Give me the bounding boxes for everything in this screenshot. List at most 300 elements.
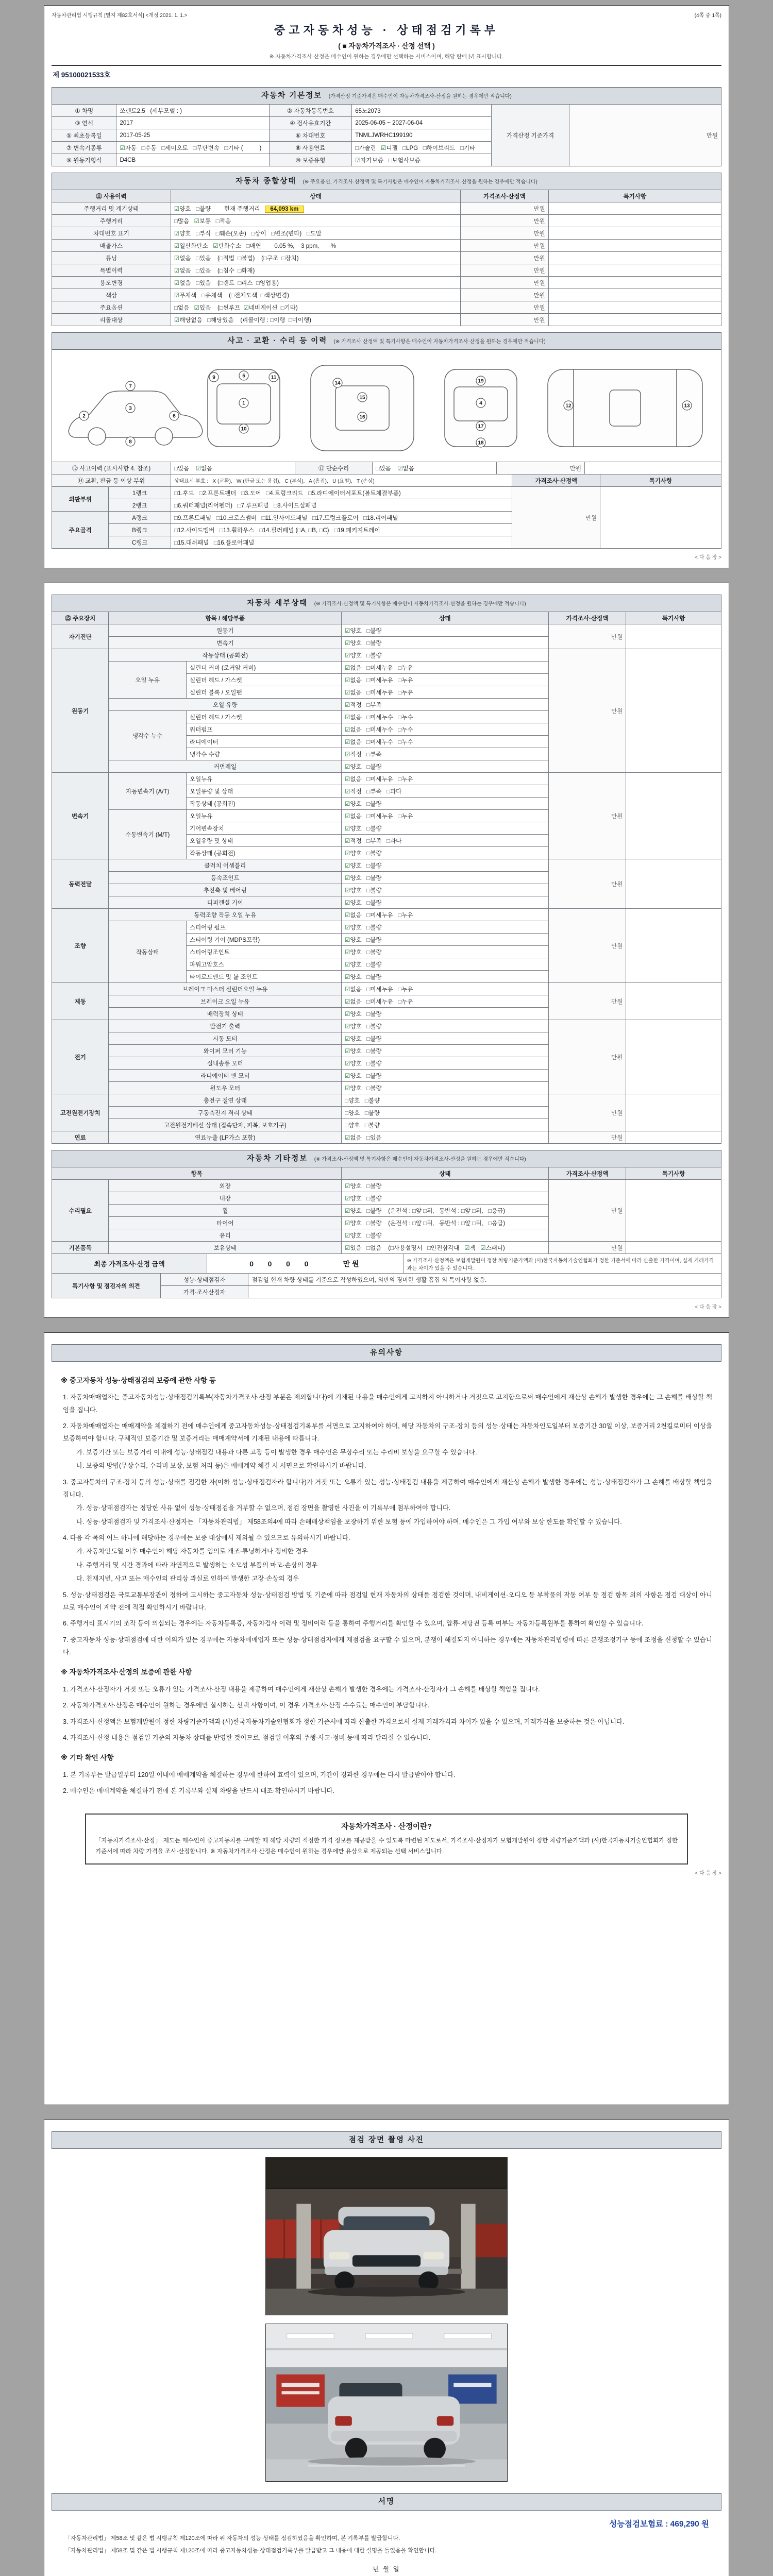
- form-cell: 수리필요: [52, 1180, 109, 1242]
- form-cell: 실린더 헤드 / 가스켓: [187, 674, 342, 686]
- checkbox-group[interactable]: ☑양호 □불량: [342, 1032, 549, 1045]
- form-cell: [548, 264, 721, 277]
- checkbox-empty: □: [219, 280, 223, 286]
- form-cell: [626, 624, 721, 649]
- notice-item: 1. 가격조사·산정자가 거짓 또는 오류가 있는 가격조사·산정 내용을 제공하여 매수인에게 재산상 손해가 발생한 경우에는 가격조사·산정자가 그 손해를 배상할 책임을 집니다.: [63, 1685, 540, 1693]
- checkbox-empty: □: [366, 900, 371, 906]
- checkbox-group[interactable]: □양호 □불량: [342, 1107, 549, 1119]
- checkbox-group[interactable]: □6.쿼터패널(리어펜더) □7.루프패널 □8.사이드실패널: [171, 499, 512, 512]
- appraiser-opinion: [248, 1286, 721, 1298]
- checkbox-group[interactable]: ☑없음 □미세누유 □누유: [342, 686, 549, 699]
- form-cell: 타이로드엔드 및 볼 조인트: [187, 971, 342, 983]
- checkbox-group[interactable]: □15.대쉬패널 □16.플로어패널: [171, 536, 512, 549]
- checkbox-empty: □: [241, 490, 245, 497]
- form-cell: 실린더 블록 / 오일팬: [187, 686, 342, 699]
- price-survey-info-box: [85, 1814, 688, 1864]
- checkbox-checked: ☑: [345, 1048, 350, 1055]
- checkbox-empty: □: [366, 1134, 371, 1141]
- checkbox-checked: ☑: [345, 1023, 350, 1030]
- checkbox-group[interactable]: ☑없음 □미세누유 □누유: [342, 810, 549, 822]
- form-cell: 수동변속기 (M/T): [109, 810, 187, 859]
- checkbox-empty: □: [366, 689, 371, 696]
- notice-heading: ※ 자동차가격조사·산정의 보증에 관한 사항: [61, 1668, 192, 1676]
- form-cell: 디퍼렌셜 기어: [109, 896, 342, 909]
- form-cell: 실린더 커버 (로커암 커버): [187, 662, 342, 674]
- checkbox-empty: □: [364, 1097, 368, 1104]
- column-header: 특기사항: [626, 612, 721, 624]
- checkbox-empty: □: [398, 665, 402, 671]
- checkbox-group[interactable]: ☑자동 □수동 □세미오토 □무단변속 □기타 ( ): [116, 142, 269, 154]
- notice-item: 2. 자동차가격조사·산정은 매수인이 원하는 경우에만 실시하는 선택 사항이며, 이 경우 가격조사·산정 수수료는 매수인이 부담합니다.: [63, 1702, 429, 1709]
- checkbox-checked: ☑: [345, 1134, 350, 1141]
- price-survey-info-body: 「자동차가격조사·산정」 제도는 매수인이 중고자동차를 구매할 때 해당 차량의 적정한 가격 정보를 제공받을 수 있도록 마련된 제도로서, 가격조사·산정자가 보험개발원이 정한 차량기준가액과 (사)한국자동차기술인협회가 정한 기준서에 따라 차량 가격을 조사·산정합니다. ※ 자동차가격조사·산정은 매수인이 원하는 경우에만 유상으로 제공되는 선택 서비스입니다.: [95, 1838, 678, 1855]
- section-accident-bar: [52, 332, 721, 350]
- checkbox-checked: ☑: [345, 813, 350, 820]
- checkbox-checked: ☑: [174, 255, 180, 262]
- detail-table: [52, 612, 721, 1144]
- checkbox-empty: □: [366, 924, 371, 931]
- section-note: (※ 주요옵션, 가격조사·산정액 및 특기사항은 매수인이 자동차가격조사·산정을 원하는 경우에만 적습니다): [303, 179, 537, 185]
- form-cell: ② 자동차등록번호: [269, 105, 352, 117]
- form-cell: ※ 가격조사·산정액은 보험개발원이 정한 차량기준가액과 (사)한국자동차기술인협회가 정한 기준서에 따라 산출한 가격이며, 실제 거래가격과는 차이가 있을 수 있습니다.: [404, 1254, 721, 1274]
- form-cell: 실내송풍 모터: [109, 1057, 342, 1070]
- form-cell: 주요옵션: [52, 301, 171, 314]
- checkbox-group[interactable]: ☑양호 □불량: [342, 649, 549, 662]
- checkbox-empty: □: [219, 267, 223, 274]
- checkbox-group[interactable]: ☑있음 □없음 (□사용설명서 □안전삼각대 ☑잭 ☑스패너): [342, 1242, 549, 1254]
- checkbox-group[interactable]: ☑없음 □미세누수 □누수: [342, 723, 549, 736]
- checkbox-group[interactable]: ☑양호 □불량: [342, 884, 549, 896]
- form-cell: 휠: [109, 1205, 342, 1217]
- checkbox-group[interactable]: ☑없음 □미세누유 □누유: [342, 773, 549, 785]
- form-cell: 특별이력: [52, 264, 171, 277]
- checkbox-group[interactable]: ☑적정 □부족: [342, 748, 549, 760]
- checkbox-empty: □: [308, 527, 312, 534]
- form-cell: 고전원전기배선 상태 (접속단자, 피복, 보호기구): [109, 1119, 342, 1131]
- final-price-value: 0 0 0 0 만원: [207, 1254, 404, 1274]
- next-page-marker: < 다 음 장 >: [695, 1870, 721, 1876]
- checkbox-checked: ☑: [174, 243, 180, 249]
- checkbox-group[interactable]: ☑양호 □불량: [342, 958, 549, 971]
- checkbox-group[interactable]: ☑없음 □있음 (□렌트 □리스 □영업용): [171, 277, 460, 289]
- overall-table: [52, 190, 721, 326]
- diagram-part-number: [239, 371, 248, 380]
- checkbox-empty: □: [238, 255, 242, 262]
- checkbox-group[interactable]: ☑양호 □부식 □훼손(오손) □상이 □변조(변타) □도말: [171, 227, 460, 240]
- checkbox-group[interactable]: ☑없음 □미세누유 □누유: [342, 662, 549, 674]
- checkbox-group[interactable]: ☑양호 □불량: [342, 1180, 549, 1192]
- form-cell: 만원: [497, 462, 585, 474]
- svg-text:3: 3: [129, 405, 132, 412]
- checkbox-empty: □: [251, 230, 255, 237]
- checkbox-group[interactable]: □양호 □불량: [342, 1119, 549, 1131]
- checkbox-checked: ☑: [213, 243, 219, 249]
- checkbox-empty: □: [345, 1122, 349, 1129]
- checkbox-empty: □: [261, 515, 265, 521]
- checkbox-group[interactable]: ☑양호 □불량: [342, 847, 549, 859]
- accident-table: [52, 474, 721, 549]
- checkbox-empty: □: [366, 1183, 371, 1190]
- svg-text:10: 10: [241, 426, 247, 432]
- form-cell: 기어변속장치: [187, 822, 342, 835]
- form-cell: 리콜대상: [52, 314, 171, 326]
- notice-item: 3. 가격조사·산정액은 보험개발원이 정한 차량기준가액과 (사)한국자동차기술인협회가 정한 기준서에 따라 산출한 가격으로서 실제 거래가격과 차이가 있을 수 있으며, 거래가격을 보증하는 것은 아닙니다.: [63, 1718, 625, 1725]
- checkbox-empty: □: [199, 490, 203, 497]
- form-page-4: [44, 2120, 729, 2576]
- form-cell: 시동 모터: [109, 1032, 342, 1045]
- section-detail-bar: [52, 595, 721, 612]
- checkbox-group[interactable]: ☑적정 □부족: [342, 699, 549, 711]
- diagram-part-number: [476, 421, 485, 431]
- section-notices-bar: [52, 1344, 721, 1362]
- checkbox-group[interactable]: ☑양호 □불량: [342, 934, 549, 946]
- checkbox-empty: □: [215, 218, 220, 225]
- form-cell: 오일누유: [187, 810, 342, 822]
- checkbox-checked: ☑: [345, 937, 350, 943]
- form-cell: ③ 연식: [52, 117, 116, 129]
- page-marker: (4쪽 중 1쪽): [694, 13, 721, 19]
- statutory-line: 「자동차관리법」 제58조 및 같은 법 시행규칙 제120조에 따라 중고자동차성능·상태점검기록부를 발급받고 그 내용에 대한 설명을 들었음을 확인합니다.: [65, 2548, 437, 2554]
- checkbox-empty: □: [366, 1073, 371, 1079]
- column-header: 특기사항: [548, 190, 721, 202]
- form-cell: 만원: [548, 1020, 626, 1094]
- form-cell: 파워고압호스: [187, 958, 342, 971]
- checkbox-empty: □: [398, 986, 402, 993]
- form-reference-row: [52, 11, 721, 19]
- form-cell: [626, 649, 721, 773]
- checkbox-group[interactable]: □없음 ☑있음 (□썬루프 ☑네비게이션 □기타): [171, 301, 460, 314]
- form-cell: [626, 909, 721, 983]
- opinion-table: [52, 1273, 721, 1298]
- form-cell: 변속기: [109, 637, 342, 649]
- checkbox-empty: □: [237, 502, 241, 509]
- registration-number: 65노2073: [352, 105, 492, 117]
- diagram-part-number: [126, 403, 135, 413]
- checkbox-empty: □: [366, 875, 371, 882]
- checkbox-checked: ☑: [345, 1085, 350, 1092]
- checkbox-group[interactable]: ☑적정 □부족 □과다: [342, 835, 549, 847]
- checkbox-group[interactable]: ☑양호 □불량: [342, 1057, 549, 1070]
- checkbox-group[interactable]: ☑양호 □불량: [342, 1082, 549, 1094]
- checkbox-checked: ☑: [345, 628, 350, 634]
- section-note: (※ 가격조사·산정액 및 특기사항은 매수인이 자동차가격조사·산정을 원하는 경우에만 적습니다): [314, 1157, 526, 1162]
- mileage-state[interactable]: ☑양호 □불량 현재 주행거리 64,093 km: [171, 202, 460, 215]
- notice-item: 3. 중고자동차의 구조·장치 등의 성능·상태를 점검한 자(이하 성능·상태점검자라 합니다)가 거짓 또는 오류가 있는 성능·상태점검 내용을 제공하여 매수인에게 재산상 손해가 발생한 경우에는 성능·상태점검자가 그 손해를 배상할 책임을 집니다.: [63, 1478, 712, 1498]
- checkbox-checked: ☑: [345, 986, 350, 993]
- checkbox-empty: □: [366, 1011, 371, 1018]
- checkbox-group[interactable]: ☑양호 □불량: [342, 637, 549, 649]
- checkbox-group[interactable]: □1.후드 □2.프론트펜더 □3.도어 □4.트렁크리드 □5.라디에이터서포트(볼트체결부품): [171, 487, 512, 499]
- emission-values[interactable]: ☑일산화탄소 ☑탄화수소 □매연 0.05 %, 3 ppm, %: [171, 240, 460, 252]
- form-cell: 브레이크 마스터 실린더오일 누유: [109, 983, 342, 995]
- diagram-part-number: [564, 401, 573, 410]
- inspection-photo-front-lift: [265, 2157, 508, 2315]
- checkbox-group[interactable]: ☑자가보증 □보험사보증: [352, 154, 492, 166]
- diagram-part-number: [476, 438, 485, 447]
- section-note: (※ 가격조사·산정액 및 특기사항은 매수인이 자동차가격조사·산정을 원하는 경우에만 적습니다): [314, 601, 526, 607]
- checkbox-checked: ☑: [345, 1220, 350, 1227]
- checkbox-group[interactable]: ☑양호 □불량: [342, 822, 549, 835]
- final-price-label: 최종 가격조사·산정 금액: [52, 1254, 207, 1274]
- section-title: 서명: [378, 2498, 395, 2506]
- checkbox-empty: □: [366, 949, 371, 956]
- checkbox-checked: ☑: [345, 900, 350, 906]
- svg-text:1: 1: [242, 400, 245, 406]
- checkbox-empty: □: [366, 937, 371, 943]
- signature-date[interactable]: 년 월 일: [373, 2565, 400, 2573]
- svg-text:8: 8: [129, 439, 132, 445]
- checkbox-checked: ☑: [345, 665, 350, 671]
- notice-item: 나. 보증의 방법(무상수리, 수리비 보상, 보험 처리 등)은 매매계약 체결 시 서면으로 확인하시기 바랍니다.: [76, 1462, 366, 1470]
- checkbox-group[interactable]: ☑무채색 □유채색 (□전체도색 □색상변경): [171, 289, 460, 301]
- checkbox-empty: □: [398, 776, 402, 783]
- checkbox-group[interactable]: ☑양호 □불량 (운전석 : □앞 □뒤, 동반석 : □앞 □뒤, □응급): [342, 1217, 549, 1229]
- form-cell: 만원: [548, 773, 626, 859]
- checkbox-group[interactable]: ☑양호 □불량: [342, 760, 549, 773]
- checkbox-empty: □: [488, 1208, 492, 1214]
- checkbox-empty: □: [376, 465, 380, 472]
- checkbox-empty: □: [427, 1245, 431, 1251]
- checkbox-checked: ☑: [345, 949, 350, 956]
- checkbox-checked: ☑: [345, 1195, 350, 1202]
- checkbox-group[interactable]: ☑양호 □불량 (운전석 : □앞 □뒤, 동반석 : □앞 □뒤, □응급): [342, 1205, 549, 1217]
- checkbox-group[interactable]: ☑양호 □불량: [342, 971, 549, 983]
- final-price-section: [52, 1253, 721, 1274]
- svg-text:7: 7: [129, 383, 132, 389]
- checkbox-group[interactable]: ☑해당없음 □해당있음 (리콜이행 : □이행 □미이행): [171, 314, 460, 326]
- checkbox-group[interactable]: ☑양호 □불량: [342, 1192, 549, 1205]
- checkbox-checked: ☑: [345, 1245, 350, 1251]
- checkbox-checked: ☑: [174, 317, 180, 324]
- next-page-marker: < 다 음 장 >: [695, 1304, 721, 1310]
- checkbox-empty: □: [196, 230, 199, 237]
- svg-text:17: 17: [478, 423, 484, 430]
- checkbox-empty: □: [366, 702, 371, 708]
- checkbox-group[interactable]: ☑양호 □불량: [342, 1229, 549, 1242]
- checkbox-group[interactable]: ☑없음 □미세누유 □누유: [342, 909, 549, 921]
- checkbox-empty: □: [366, 652, 371, 659]
- checkbox-empty: □: [215, 230, 220, 237]
- checkbox-checked: ☑: [345, 1232, 350, 1239]
- form-cell: A랭크: [109, 512, 171, 524]
- checkbox-group[interactable]: ☑양호 □불량: [342, 859, 549, 872]
- checkbox-group[interactable]: ☑없음 □있음 (□침수 □화재): [171, 264, 460, 277]
- checkbox-group[interactable]: ☑양호 □불량: [342, 1020, 549, 1032]
- checkbox-group[interactable]: ☑없음 □있음 (□적법 □불법) (□구조 □장치): [171, 252, 460, 264]
- checkbox-checked: ☑: [345, 652, 350, 659]
- diagram-part-number: [170, 411, 179, 420]
- checkbox-empty: □: [238, 280, 242, 286]
- checkbox-group[interactable]: ☑양호 □불량: [342, 624, 549, 637]
- checkbox-group[interactable]: ☑양호 □불량: [342, 1008, 549, 1020]
- checkbox-empty: □: [288, 317, 292, 324]
- checkbox-empty: □: [364, 1110, 368, 1116]
- final_price-table: [52, 1253, 721, 1274]
- checkbox-empty: □: [423, 1220, 427, 1227]
- checkbox-empty: □: [412, 1220, 416, 1227]
- form-cell: 스티어링 기어 (MDPS포함): [187, 934, 342, 946]
- etc-info-section: [52, 1167, 721, 1254]
- checkbox-checked: ☑: [174, 230, 180, 237]
- checkbox-group[interactable]: □양호 □불량: [342, 1094, 549, 1107]
- checkbox-group[interactable]: □많음 ☑보통 □적음: [171, 215, 460, 227]
- form-cell: 워터펌프: [187, 723, 342, 736]
- form-cell: 조향: [52, 909, 109, 983]
- checkbox-checked: ☑: [345, 875, 350, 882]
- form-cell: [626, 1180, 721, 1242]
- form-cell: ① 차명: [52, 105, 116, 117]
- checkbox-group[interactable]: □9.프론트패널 □10.크로스멤버 □11.인사이드패널 □17.트렁크플로어 □18.리어패널: [171, 512, 512, 524]
- diagram-part-number: [239, 398, 248, 408]
- form-cell: [626, 1131, 721, 1144]
- checkbox-group[interactable]: ☑없음 □미세누유 □누유: [342, 995, 549, 1008]
- basic_info-table: [52, 104, 721, 166]
- form-cell: 배출가스: [52, 240, 171, 252]
- checkbox-checked: ☑: [345, 689, 350, 696]
- form-cell: 스티어링조인트: [187, 946, 342, 958]
- checkbox-empty: □: [270, 317, 274, 324]
- form-cell: 등속조인트: [109, 872, 342, 884]
- form-cell: ⑭ 교환, 판금 등 이상 부위: [52, 474, 171, 487]
- form-cell: 만원: [548, 1242, 626, 1254]
- checkbox-empty: □: [366, 1208, 371, 1214]
- checkbox-group[interactable]: ☑양호 □불량: [342, 1070, 549, 1082]
- form-page-3: [44, 1332, 729, 2105]
- form-cell: 만원: [548, 1131, 626, 1144]
- section-basic-info-bar: [52, 87, 721, 105]
- checkbox-empty: □: [345, 1097, 349, 1104]
- checkbox-group[interactable]: ☑양호 □불량: [342, 946, 549, 958]
- checkbox-group[interactable]: ☑양호 □불량: [342, 896, 549, 909]
- form-cell: 용도변경: [52, 277, 171, 289]
- checkbox-empty: □: [366, 912, 371, 919]
- checkbox-empty: □: [366, 1232, 371, 1239]
- checkbox-checked: ☑: [345, 640, 350, 647]
- form-cell: 라디에이터 팬 모터: [109, 1070, 342, 1082]
- notice-item: 1. 자동차매매업자는 중고자동차성능·상태점검기록부(자동차가격조사·산정 부분은 제외합니다)에 기재된 내용을 매수인에게 고지하지 아니하거나 거짓으로 고지함으로써 매수인에게 재산상 손해가 발생한 경우에는 그 손해를 배상할 책임을 집니다.: [63, 1394, 712, 1414]
- first-registration-date: 2017-05-25: [116, 129, 269, 142]
- checkbox-empty: □: [366, 974, 371, 980]
- form-cell: 작동상태: [109, 921, 187, 983]
- diagram-part-number: [476, 376, 485, 385]
- form-cell: 주행거리 및 계기상태: [52, 202, 171, 215]
- accident-history[interactable]: □있음 ☑없음: [171, 462, 295, 474]
- checkbox-group[interactable]: ☑없음 □미세누유 □누유: [342, 983, 549, 995]
- checkbox-empty: □: [207, 317, 211, 324]
- column-header: 가격조사·산정액: [548, 612, 626, 624]
- section-title: 자동차 기타정보: [247, 1155, 308, 1163]
- checkbox-empty: □: [398, 726, 402, 733]
- checkbox-empty: □: [472, 1208, 476, 1214]
- checkbox-empty: □: [366, 1060, 371, 1067]
- form-cell: 색상: [52, 289, 171, 301]
- form-cell: [626, 983, 721, 1020]
- checkbox-empty: □: [398, 813, 402, 820]
- form-cell: 외장: [109, 1180, 342, 1192]
- checkbox-empty: □: [398, 677, 402, 684]
- checkbox-empty: □: [196, 255, 199, 262]
- checkbox-group[interactable]: ☑없음 □미세누유 □누유: [342, 674, 549, 686]
- column-header: 가격조사·산정액: [512, 474, 600, 487]
- simple-repair[interactable]: □있음 ☑없음: [373, 462, 497, 474]
- svg-text:18: 18: [478, 440, 484, 446]
- notice-heading: ※ 기타 확인 사항: [61, 1754, 114, 1762]
- checkbox-checked: ☑: [243, 304, 249, 311]
- section-overall-bar: [52, 173, 721, 190]
- svg-text:4: 4: [479, 400, 482, 406]
- checkbox-empty: □: [219, 255, 223, 262]
- page-title: 중고자동차성능 · 상태점검기록부: [274, 24, 499, 37]
- checkbox-group[interactable]: ☑양호 □불량: [342, 921, 549, 934]
- checkbox-checked: ☑: [345, 998, 350, 1005]
- checkbox-group[interactable]: ☑양호 □불량: [342, 798, 549, 810]
- checkbox-empty: □: [366, 850, 371, 857]
- form-cell: 동력조향 작동 오일 누유: [109, 909, 342, 921]
- checkbox-empty: □: [259, 527, 263, 534]
- model-year: 2017: [116, 117, 269, 129]
- next-page-marker: < 다 음 장 >: [695, 555, 721, 561]
- checkbox-empty: □: [196, 267, 199, 274]
- form-cell: ⑧ 사용연료: [269, 142, 352, 154]
- checkbox-checked: ☑: [345, 677, 350, 684]
- checkbox-group[interactable]: □12.사이드멤버 □13.휠하우스 □14.필러패널 (□A, □B, □C) □19.패키지트레이: [171, 524, 512, 536]
- engine-type: D4CB: [116, 154, 269, 166]
- checkbox-empty: □: [472, 1220, 476, 1227]
- detail-condition-section: [52, 612, 721, 1144]
- form-cell: ⑦ 변속기종류: [52, 142, 116, 154]
- checkbox-empty: □: [334, 527, 338, 534]
- checkbox-empty: □: [174, 218, 178, 225]
- form-cell: 만원: [548, 1094, 626, 1131]
- page-subtitle: ( ■ 자동차가격조사 · 산정 선택 ): [338, 42, 435, 50]
- checkbox-group[interactable]: ☑없음 □미세누수 □누수: [342, 711, 549, 723]
- checkbox-empty: □: [366, 825, 371, 832]
- checkbox-group[interactable]: ☑없음 □있음: [342, 1131, 549, 1144]
- form-cell: 클러치 어셈블리: [109, 859, 342, 872]
- checkbox-group[interactable]: □가솔린 ☑디젤 □LPG □하이브리드 □기타: [352, 142, 492, 154]
- checkbox-empty: □: [366, 1245, 371, 1251]
- checkbox-empty: □: [461, 1220, 465, 1227]
- highlighted-value: 64,093 km: [265, 206, 304, 213]
- diagram-part-number: [126, 381, 135, 391]
- form-cell: 오일 누유: [109, 662, 187, 699]
- checkbox-group[interactable]: ☑없음 □미세누수 □누수: [342, 736, 549, 748]
- form-cell: [548, 314, 721, 326]
- form-cell: 만원: [461, 240, 549, 252]
- checkbox-empty: □: [345, 1110, 349, 1116]
- accident_head-table: [52, 462, 721, 474]
- inspection-photos: [52, 2149, 721, 2487]
- checkbox-group[interactable]: ☑적정 □부족 □과다: [342, 785, 549, 798]
- svg-text:13: 13: [684, 403, 690, 409]
- checkbox-checked: ☑: [174, 292, 180, 299]
- checkbox-empty: □: [366, 1048, 371, 1055]
- form-cell: 보유상태: [109, 1242, 342, 1254]
- checkbox-group[interactable]: ☑양호 □불량: [342, 1045, 549, 1057]
- checkbox-empty: □: [488, 1220, 492, 1227]
- checkbox-empty: □: [366, 751, 371, 758]
- diagram-part-number: [358, 393, 367, 402]
- checkbox-empty: □: [174, 304, 178, 311]
- form-cell: [548, 227, 721, 240]
- form-cell: 추진축 및 베어링: [109, 884, 342, 896]
- checkbox-checked: ☑: [345, 788, 350, 795]
- checkbox-empty: □: [366, 862, 371, 869]
- form-cell: [548, 289, 721, 301]
- form-cell: [548, 215, 721, 227]
- checkbox-empty: □: [388, 157, 392, 164]
- checkbox-group[interactable]: ☑양호 □불량: [342, 872, 549, 884]
